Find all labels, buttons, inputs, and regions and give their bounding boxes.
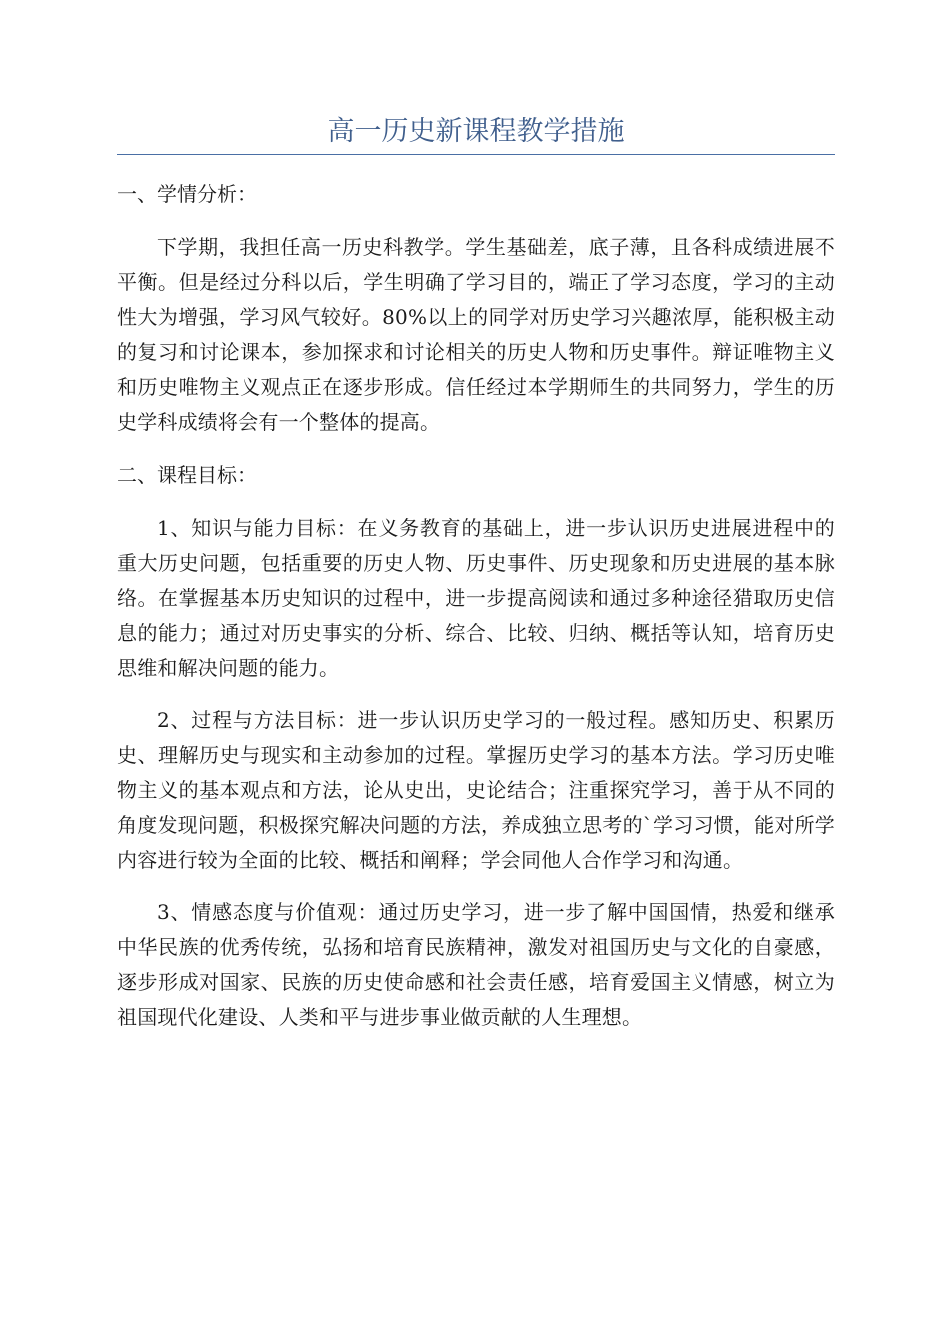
document-body [117, 176, 835, 1052]
paragraph-learning-analysis: 下学期，我担任高一历史科教学。学生基础差，底子薄，且各科成绩进展不平衡。但是经过分科以后，学生明确了学习目的，端正了学习态度，学习的主动性大为增强，学习风气较好。80%以上的同学对历史学习兴趣浓厚，能积极主动的复习和讨论课本，参加探求和讨论相关的历史人物和历史事件。辩证唯物主义和历史唯物主义观点正在逐步形成。信任经过本学期师生的共同努力，学生的历史学科成绩将会有一个整体的提高。 [117, 235, 835, 434]
paragraph-goal-process-method: 2、过程与方法目标：进一步认识历史学习的一般过程。感知历史、积累历史、理解历史与现实和主动参加的过程。掌握历史学习的基本方法。学习历史唯物主义的基本观点和方法，论从史出，史论结合；注重探究学习，善于从不同的角度发现问题，积极探究解决问题的方法，养成独立思考的`学习习惯，能对所学内容进行较为全面的比较、概括和阐释；学会同他人合作学习和沟通。 [117, 708, 835, 872]
paragraph-goal-knowledge-ability: 1、知识与能力目标：在义务教育的基础上，进一步认识历史进展进程中的重大历史问题，包括重要的历史人物、历史事件、历史现象和历史进展的基本脉络。在掌握基本历史知识的过程中，进一步提高阅读和通过多种途径猎取历史信息的能力；通过对历史事实的分析、综合、比较、归纳、概括等认知，培育历史思维和解决问题的能力。 [117, 516, 835, 680]
title-underline-divider [117, 154, 835, 155]
paragraph-goal-emotion-values: 3、情感态度与价值观：通过历史学习，进一步了解中国国情，热爱和继承中华民族的优秀传统，弘扬和培育民族精神，激发对祖国历史与文化的自豪感，逐步形成对国家、民族的历史使命感和社会责任感，培育爱国主义情感，树立为祖国现代化建设、人类和平与进步事业做贡献的人生理想。 [117, 900, 835, 1029]
page-title: 高一历史新课程教学措施 [327, 116, 625, 147]
section-heading-learning-analysis: 一、学情分析： [117, 182, 257, 206]
section-heading-course-goals: 二、课程目标： [117, 463, 257, 487]
